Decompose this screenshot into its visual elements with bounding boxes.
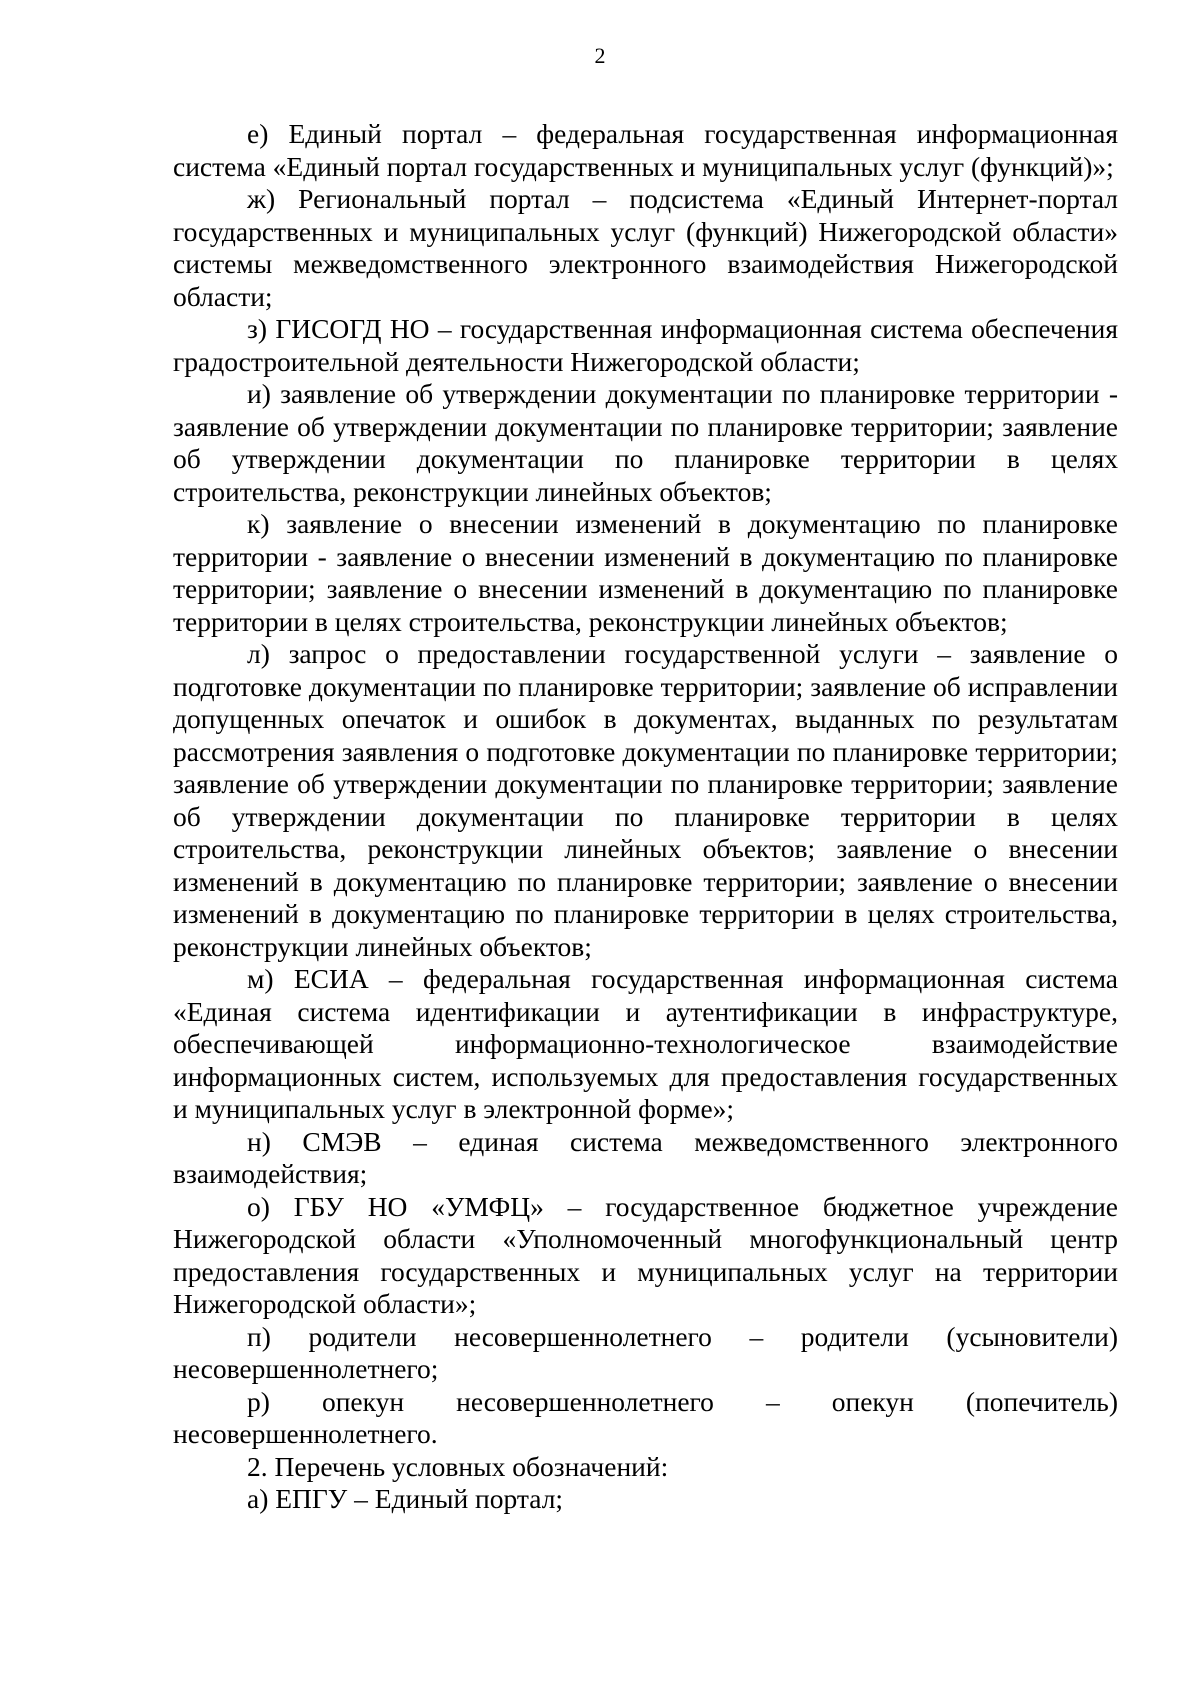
definition-i-approval-application: и) заявление об утверждении документации по планировке территории - заявление об утверждении документации по планировке территории; заявление об утверждении документации по планировке территории в целях строительства, реконструкции линейных объектов; bbox=[173, 378, 1118, 507]
definition-zh-regional-portal: ж) Региональный портал – подсистема «Единый Интернет-портал государственных и муниципальных услуг (функций) Нижегородской области» системы межведомственного электронного взаимодействия Нижегородской области; bbox=[173, 183, 1118, 312]
section-2-abbreviations-heading: 2. Перечень условных обозначений: bbox=[247, 1450, 669, 1482]
definition-e-unified-portal: е) Единый портал – федеральная государственная информационная система «Единый портал государственных и муниципальных услуг (функций)»; bbox=[173, 118, 1118, 182]
definition-l-service-request: л) запрос о предоставлении государственной услуги – заявление о подготовке документации по планировке территории; заявление об исправлении допущенных опечаток и ошибок в документах, выданных по результатам рассмотрения заявления о подготовке документации по планировке территории; заявление об утверждении документации по планировке территории; заявление об утверждении документации по планировке территории в целях строительства, реконструкции линейных объектов; заявление о внесении изменений в документацию по планировке территории; заявление о внесении изменений в документацию по планировке территории в целях строительства, реконструкции линейных объектов; bbox=[173, 638, 1118, 962]
definition-k-amendment-application: к) заявление о внесении изменений в документацию по планировке территории - заявление о внесении изменений в документацию по планировке территории; заявление о внесении изменений в документацию по планировке территории в целях строительства, реконструкции линейных объектов; bbox=[173, 508, 1118, 637]
document-body bbox=[173, 118, 1118, 1516]
definition-m-esia: м) ЕСИА – федеральная государственная информационная система «Единая система идентификации и аутентификации в инфраструктуре, обеспечивающей информационно-технологическое взаимодействие информационных систем, используемых для предоставления государственных и муниципальных услуг в электронной форме»; bbox=[173, 963, 1118, 1124]
definition-z-gisogd: з) ГИСОГД НО – государственная информационная система обеспечения градостроительной деятельности Нижегородской области; bbox=[173, 313, 1118, 377]
definition-o-gbu-umfc: о) ГБУ НО «УМФЦ» – государственное бюджетное учреждение Нижегородской области «Уполномоченный многофункциональный центр предоставления государственных и муниципальных услуг на территории Нижегородской области»; bbox=[173, 1190, 1118, 1319]
definition-n-smev: н) СМЭВ – единая система межведомственного электронного взаимодействия; bbox=[173, 1125, 1118, 1189]
definition-r-guardian: р) опекун несовершеннолетнего – опекун (попечитель) несовершеннолетнего. bbox=[173, 1385, 1118, 1449]
page-number: 2 bbox=[594, 43, 606, 68]
abbreviation-a-epgu: а) ЕПГУ – Единый портал; bbox=[247, 1483, 564, 1514]
definition-p-parents: п) родители несовершеннолетнего – родители (усыновители) несовершеннолетнего; bbox=[173, 1320, 1118, 1384]
